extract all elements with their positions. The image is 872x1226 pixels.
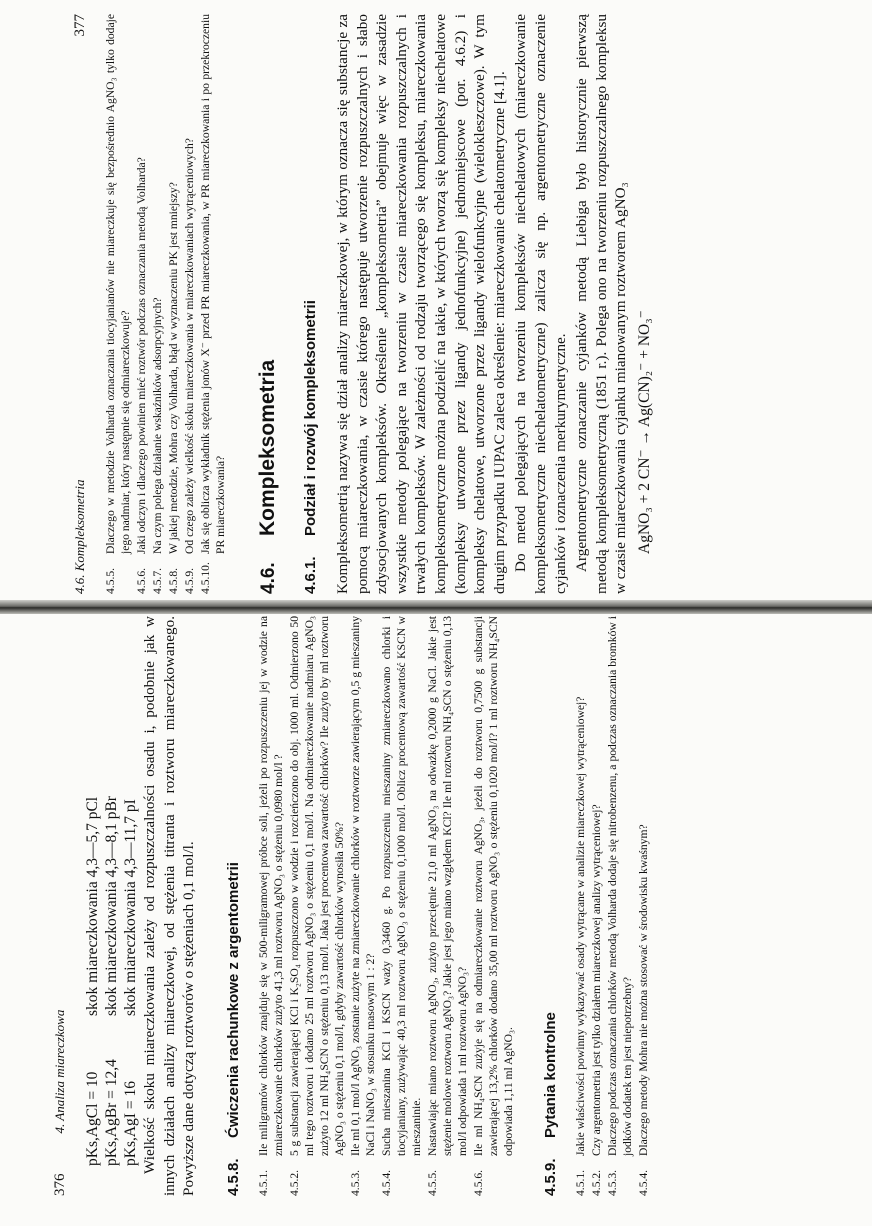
question-item-text: Od czego zależy wielkość skoku miareczkowania w miareczkowaniach wytrąceniowych?: [183, 138, 196, 554]
control-question-item-number: 4.5.4.: [636, 1169, 650, 1196]
question-item-number: 4.5.5.: [104, 567, 117, 594]
exercise-item-number: 4.5.3.: [348, 1169, 362, 1196]
question-item-text: W jakiej metodzie, Mohra czy Volharda, błąd w wyznaczeniu PK jest mniejszy?: [167, 182, 180, 554]
pk-value: pKs,AgBr = 12,4: [103, 1059, 120, 1166]
exercise-item: [256, 616, 286, 1196]
section-number: 4.5.9.: [541, 1158, 559, 1196]
control-question-item: [636, 616, 651, 1196]
section-title: Pytania kontrolne: [541, 1012, 559, 1138]
question-item: [103, 14, 133, 594]
pk-value: pKs,AgI = 16: [122, 1081, 139, 1166]
exercise-list: [256, 616, 516, 1196]
control-question-item-text: Jakie właściwości powinny wykazywać osady wytrącane w analizie miareczkowej wytrąceniowej?: [573, 696, 587, 1156]
subsection-title: Podział i rozwój kompleksometrii: [302, 300, 319, 536]
exercise-item-number: 4.5.6.: [471, 1169, 485, 1196]
control-question-item-text: Dlaczego metody Mohra nie można stosować w środowisku kwaśnym?: [636, 824, 650, 1156]
question-item-text: Na czym polega działanie wskaźników adsorpcyjnych?: [151, 297, 164, 554]
section-number: 4.5.8.: [224, 1158, 242, 1196]
pk-table: [83, 616, 140, 1196]
question-item-number: 4.5.10.: [199, 562, 212, 594]
paragraph: Kompleksometrią nazywa się dział analizy miareczkowej, w którym oznacza się substancje za pomocą miareczkowania, w czasie którego następuje utworzenie rozpuszczalnych i słabo zdysocjowanych kompleksów. Określenie „kompleksometria” obejmuje więc w zasadzie wszystkie metody polegające na tworzeniu w czasie miareczkowania rozpuszczalnych i trwałych kompleksów. W zależności od rodzaju tworzącego się kompleksu, miareczkowania kompleksometryczne można podzielić na takie, w których tworzą się kompleksy niechelatowe (kompleksy utworzone przez ligandy jednofunkcyjne) jednomiejscowe (por. 4.6.2) i kompleksy chelatowe, utworzone przez ligandy wielofunkcyjne (wielokleszczowe). W tym drugim przypadku IUPAC zaleca określenie: miareczkowanie chelatometryczne [4.1].: [334, 14, 508, 594]
subsection-number: 4.6.1.: [302, 556, 319, 594]
control-question-item-number: 4.5.2.: [589, 1169, 603, 1196]
control-question-item: [605, 616, 635, 1196]
equation: AgNO₃ + 2 CN⁻ → Ag(CN)₂⁻ + NO₃⁻: [635, 310, 653, 554]
exercise-item-text: Sucha mieszanina KCl i KSCN waży 0,3460 g. Po rozpuszczeniu mieszaniny zmiareczkowano chlorki i tiocyjaniany, zużywając 40,3 ml roztworu AgNO₃ o stężeniu 0,1000 mol/l. Oblicz procentową zawartość KSCN w mieszaninie.: [379, 616, 423, 1156]
running-head-title: 4. Analiza miareczkowa: [52, 1009, 67, 1134]
exercise-item-number: 4.5.5.: [425, 1169, 439, 1196]
question-list: [103, 14, 228, 594]
control-question-item-number: 4.5.3.: [605, 1169, 619, 1196]
page-376: [52, 616, 812, 1196]
exercise-item-number: 4.5.2.: [287, 1169, 301, 1196]
page-number: 377: [72, 14, 88, 37]
section-heading: [225, 616, 242, 1196]
control-question-item-text: Czy argentometria jest tylko działem miareczkowej analizy wytrąceniowej?: [589, 804, 603, 1156]
pk-row: [83, 616, 102, 1196]
page-number: 376: [52, 1173, 68, 1196]
section-number: 4.6.: [258, 562, 279, 594]
paragraph: Do metod polegających na tworzeniu kompleksów niechelatowych (miareczkowanie kompleksometryczne niechelatometryczne) zalicza się np. argentometryczne oznaczenie cyjanków i oznaczenia merkurymetryczne.: [512, 14, 569, 594]
question-item-number: 4.5.7.: [151, 567, 164, 594]
question-item-text: Jaki odczyn i dlaczego powinien mieć roztwór podczas oznaczania metodą Volharda?: [135, 157, 148, 554]
pk-jump: skok miareczkowania 4,3—11,7 pI: [122, 799, 139, 1016]
question-item: [182, 14, 197, 594]
running-head: [72, 14, 89, 594]
question-item: [166, 14, 181, 594]
control-question-list: [573, 616, 651, 1196]
exercise-item-text: Ile ml 0,1 mol/l AgNO₃ zostanie zużyte na zmiareczkowanie chlorków w roztworze zawierającym 0,5 g mieszaniny NaCl i NaNO₃ w stosunku masowym 1 : 2?: [348, 616, 377, 1156]
question-item: [150, 14, 165, 594]
exercise-item-text: Nastawiając miano roztworu AgNO₃, zużyto przeciętnie 21,0 ml AgNO₃ na odważkę 0,2000 g NaCl. Jakie jest stężenie molowe roztworu AgNO₃? Jakie jest jego miano względem KCl? Ile ml roztworu NH₄SCN o stężeniu 0,13 mol/l odpowiada 1 ml roztworu AgNO₃?: [425, 616, 469, 1156]
question-item-number: 4.5.8.: [167, 567, 180, 594]
question-item: [198, 14, 228, 594]
section-title: Ćwiczenia rachunkowe z argentometrii: [224, 862, 242, 1138]
question-item-text: Jak się oblicza wykładnik stężenia jonów X⁻ przed PR miareczkowania, w PR miareczkowania i po przekroczeniu PR miareczkowania?: [199, 14, 227, 554]
exercise-item: [287, 616, 347, 1196]
control-question-item: [573, 616, 588, 1196]
subsection-heading: [302, 14, 319, 594]
exercise-item-text: 5 g substancji zawierającej KCl i K₂SO₄ rozpuszczono w wodzie i rozcieńczono do obj. 1000 ml. Odmierzono 50 ml tego roztworu i dodano 25 ml roztworu AgNO₃ o stężeniu 0,1 mol/l. Na odmiareczkowanie nadmiaru AgNO₃ zużyto 12 ml NH₄SCN o stężeniu 0,13 mol/l. Jaka jest procentowa zawartość chlorków? Ile zużyto by ml roztworu AgNO₃ o stężeniu 0,1 mol/l, gdyby zawartość chlorków wynosiła 50%?: [287, 616, 346, 1156]
section-title: Kompleksometria: [256, 359, 279, 536]
control-question-item: [589, 616, 604, 1196]
running-head: [52, 616, 69, 1196]
pk-jump: skok miareczkowania 4,3—5,7 pCl: [84, 796, 101, 1016]
section-heading: [542, 616, 559, 1196]
book-fold: [0, 600, 872, 614]
question-item-number: 4.5.6.: [135, 567, 148, 594]
exercise-item: [471, 616, 516, 1196]
question-item-text: Dlaczego w metodzie Volharda oznaczania tiocyjanianów nie miareczkuje się bezpośrednio AgNO₃ tylko dodaje jego nadmiar, który następnie się odmiareczkowuje?: [104, 14, 132, 554]
running-head-title: 4.6. Kompleksometria: [72, 479, 87, 594]
exercise-item: [348, 616, 378, 1196]
question-item-number: 4.5.9.: [183, 567, 196, 594]
paragraph: Wielkość skoku miareczkowania zależy od rozpuszczalności osadu i, podobnie jak w innych działach analizy miareczkowej, od stężenia titranta i roztworu miareczkowanego. Powyższe dane dotyczą roztworów o stężeniach 0,1 mol/l.: [141, 616, 198, 1196]
exercise-item-text: Ile ml NH₄SCN zużyje się na odmiareczkowanie roztworu AgNO₃, jeżeli do roztworu 0,7500 g substancji zawierającej 13,2% chlorków dodano 35,00 ml roztworu AgNO₃ o stężeniu 0,1020 mol/l? 1 ml roztworu NH₄SCN odpowiada 1,11 ml AgNO₃.: [471, 616, 515, 1156]
paragraph: Argentometryczne oznaczanie cyjanków metodą Liebiga było historycznie pierwszą metodą kompleksometryczną (1851 r.). Polega ono na tworzeniu rozpuszczalnego kompleksu w czasie miareczkowania cyjanku mianowanym roztworem AgNO₃: [573, 14, 630, 594]
section-heading: [256, 14, 280, 594]
exercise-item-text: Ile miligramów chlorków znajduje się w 500-miligramowej próbce soli, jeżeli po rozpuszczeniu jej w wodzie na zmiareczkowanie chlorków zużyto 41,3 ml roztworu AgNO₃ o stężeniu 0,0980 mol/l ?: [256, 616, 285, 1156]
question-item: [134, 14, 149, 594]
pk-row: [121, 616, 140, 1196]
control-question-item-text: Dlaczego podczas oznaczania chlorków metodą Volharda dodaje się nitrobenzenu, a podczas oznaczania bromków i jodków dodatek ten jest niepotrzebny?: [605, 616, 634, 1156]
exercise-item-number: 4.5.4.: [379, 1169, 393, 1196]
exercise-item: [425, 616, 470, 1196]
control-question-item-number: 4.5.1.: [573, 1169, 587, 1196]
pk-row: [102, 616, 121, 1196]
page-377: [72, 14, 862, 594]
exercise-item-number: 4.5.1.: [256, 1169, 270, 1196]
pk-jump: skok miareczkowania 4,3—8,1 pBr: [103, 796, 120, 1016]
pk-value: pKs,AgCl = 10: [84, 1071, 101, 1166]
exercise-item: [379, 616, 424, 1196]
